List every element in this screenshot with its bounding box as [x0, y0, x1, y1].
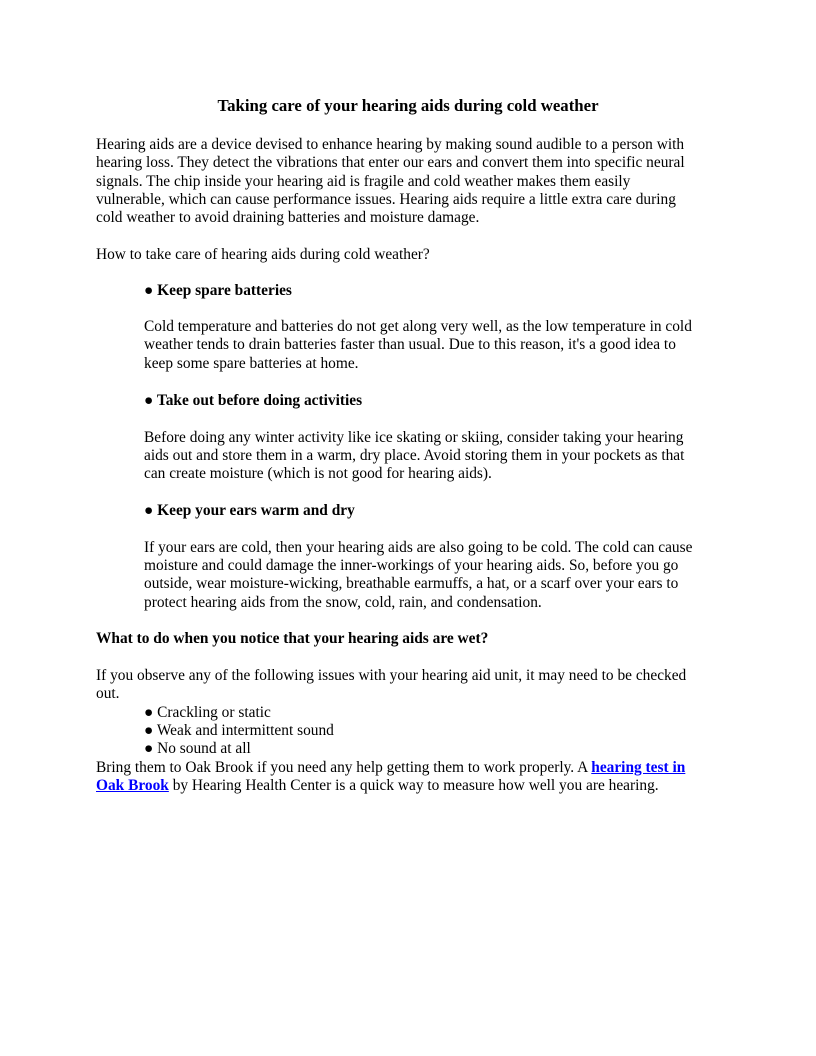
intro-line: cold weather to avoid draining batteries and moisture damage. [96, 209, 480, 226]
tip-heading: ● Keep your ears warm and dry [144, 502, 355, 519]
tip-line: can create moisture (which is not good for hearing aids). [144, 465, 492, 482]
wet-intro-line: out. [96, 685, 120, 702]
issue-item: ● Crackling or static [144, 704, 271, 721]
tip-line: weather tends to drain batteries faster than usual. Due to this reason, it's a good idea to [144, 336, 676, 353]
tip-heading: ● Keep spare batteries [144, 282, 292, 299]
tip-line: protect hearing aids from the snow, cold, rain, and condensation. [144, 594, 542, 611]
intro-line: vulnerable, which can cause performance issues. Hearing aids require a little extra care during [96, 191, 676, 208]
closing-line-1 [96, 759, 685, 777]
intro-line: hearing loss. They detect the vibrations that enter our ears and convert them into specific neural [96, 154, 685, 171]
wet-heading: What to do when you notice that your hearing aids are wet? [96, 630, 489, 647]
issue-item: ● Weak and intermittent sound [144, 722, 334, 739]
question-text: How to take care of hearing aids during cold weather? [96, 246, 430, 263]
intro-line: signals. The chip inside your hearing aid is fragile and cold weather makes them easily [96, 173, 631, 190]
closing-line-2 [96, 777, 659, 795]
tip-line: Before doing any winter activity like ice skating or skiing, consider taking your hearing [144, 429, 684, 446]
tip-heading: ● Take out before doing activities [144, 392, 363, 409]
wet-intro-line: If you observe any of the following issues with your hearing aid unit, it may need to be checked [96, 667, 687, 684]
hearing-test-link[interactable]: Oak Brook [96, 777, 169, 794]
tip-line: moisture and could damage the inner-workings of your hearing aids. So, before you go [144, 557, 679, 574]
tip-line: Cold temperature and batteries do not get along very well, as the low temperature in cold [144, 318, 692, 335]
tip-line: aids out and store them in a warm, dry place. Avoid storing them in your pockets as that [144, 447, 685, 464]
page-title: Taking care of your hearing aids during cold weather [217, 96, 599, 115]
closing-text: by Hearing Health Center is a quick way to measure how well you are hearing. [168, 777, 659, 794]
issue-item: ● No sound at all [144, 740, 251, 757]
tip-line: keep some spare batteries at home. [144, 355, 359, 372]
hearing-test-link[interactable]: hearing test in [591, 759, 686, 776]
tip-line: outside, wear moisture-wicking, breathable earmuffs, a hat, or a scarf over your ears to [144, 575, 679, 592]
tip-line: If your ears are cold, then your hearing aids are also going to be cold. The cold can cause [144, 539, 693, 556]
intro-line: Hearing aids are a device devised to enhance hearing by making sound audible to a person with [96, 136, 685, 153]
closing-text: Bring them to Oak Brook if you need any help getting them to work properly. A [96, 759, 592, 776]
